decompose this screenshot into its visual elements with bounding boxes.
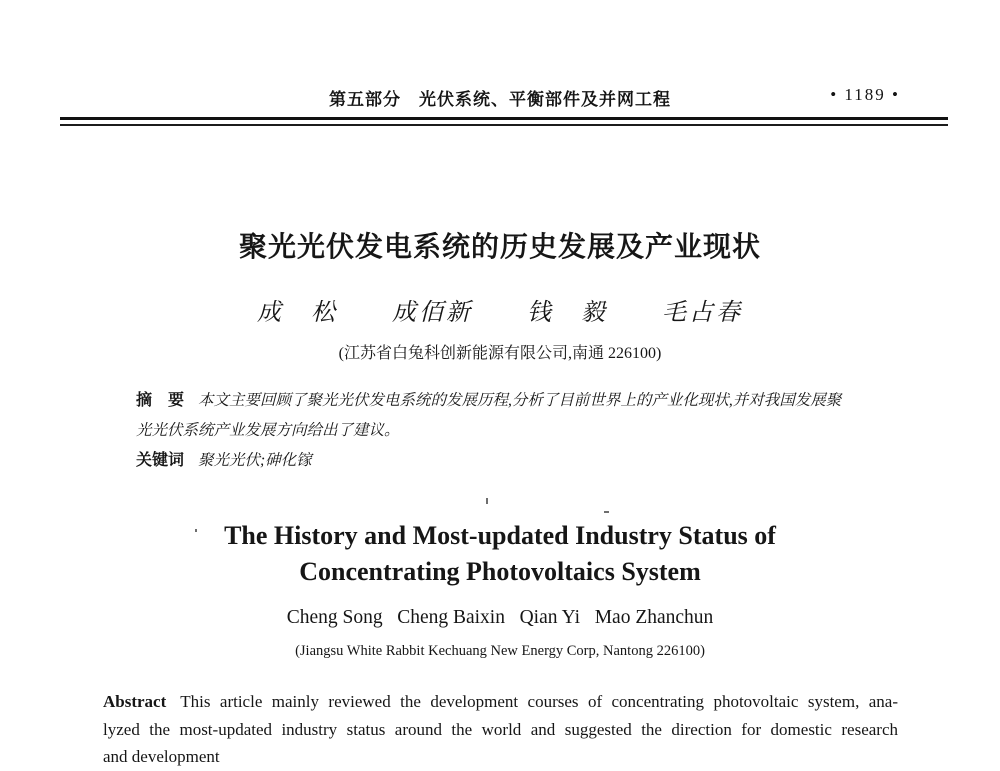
cn-keywords-line xyxy=(136,446,894,476)
en-abstract-line-1 xyxy=(103,688,898,716)
scan-speck xyxy=(604,511,609,513)
en-abstract-line-2 xyxy=(103,716,898,744)
cn-abstract-text-2: 光光伏系统产业发展方向给出了建议。 xyxy=(136,422,400,439)
cn-keywords-label: 关键词 xyxy=(136,452,185,469)
en-abstract-label: Abstract xyxy=(103,692,167,711)
en-abstract-block xyxy=(103,688,898,771)
cn-abstract-line-2 xyxy=(136,416,894,446)
cn-abstract-label: 摘 要 xyxy=(136,392,185,409)
en-abstract-line-3 xyxy=(103,743,898,771)
en-abstract-text-2: lyzed the most-updated industry status around the world and suggested the direction for domestic research xyxy=(103,719,898,739)
cn-abstract-block xyxy=(136,386,894,476)
page-number: • 1189 • xyxy=(830,85,900,104)
en-abstract-text-3: and development xyxy=(103,747,220,766)
en-authors: Cheng Song Cheng Baixin Qian Yi Mao Zhanchun xyxy=(286,607,714,628)
header-rule-thick xyxy=(60,117,948,120)
cn-article-title: 聚光光伏发电系统的历史发展及产业现状 xyxy=(238,231,761,262)
cn-keywords-text: 聚光光伏;砷化镓 xyxy=(198,452,312,469)
en-affiliation: (Jiangsu White Rabbit Kechuang New Energy Corp, Nantong 226100) xyxy=(295,643,705,659)
en-title-line-1: The History and Most-updated Industry Status of xyxy=(224,521,776,550)
cn-authors: 成 松 成佰新 钱 毅 毛占春 xyxy=(257,300,743,326)
scan-speck xyxy=(486,498,488,504)
cn-abstract-text-1: 本文主要回顾了聚光光伏发电系统的发展历程,分析了目前世界上的产业化现状,并对我国发展聚 xyxy=(198,392,842,409)
header-rule-thin xyxy=(60,124,948,126)
en-article-title xyxy=(0,518,1000,590)
cn-affiliation: (江苏省白兔科创新能源有限公司,南通 226100) xyxy=(338,345,662,362)
en-abstract-text-1: This article mainly reviewed the development courses of concentrating photovoltaic system, ana- xyxy=(180,692,898,711)
cn-abstract-line-1 xyxy=(136,386,894,416)
en-title-line-2: Concentrating Photovoltaics System xyxy=(299,557,701,586)
section-title: 第五部分 光伏系统、平衡部件及并网工程 xyxy=(329,90,671,109)
